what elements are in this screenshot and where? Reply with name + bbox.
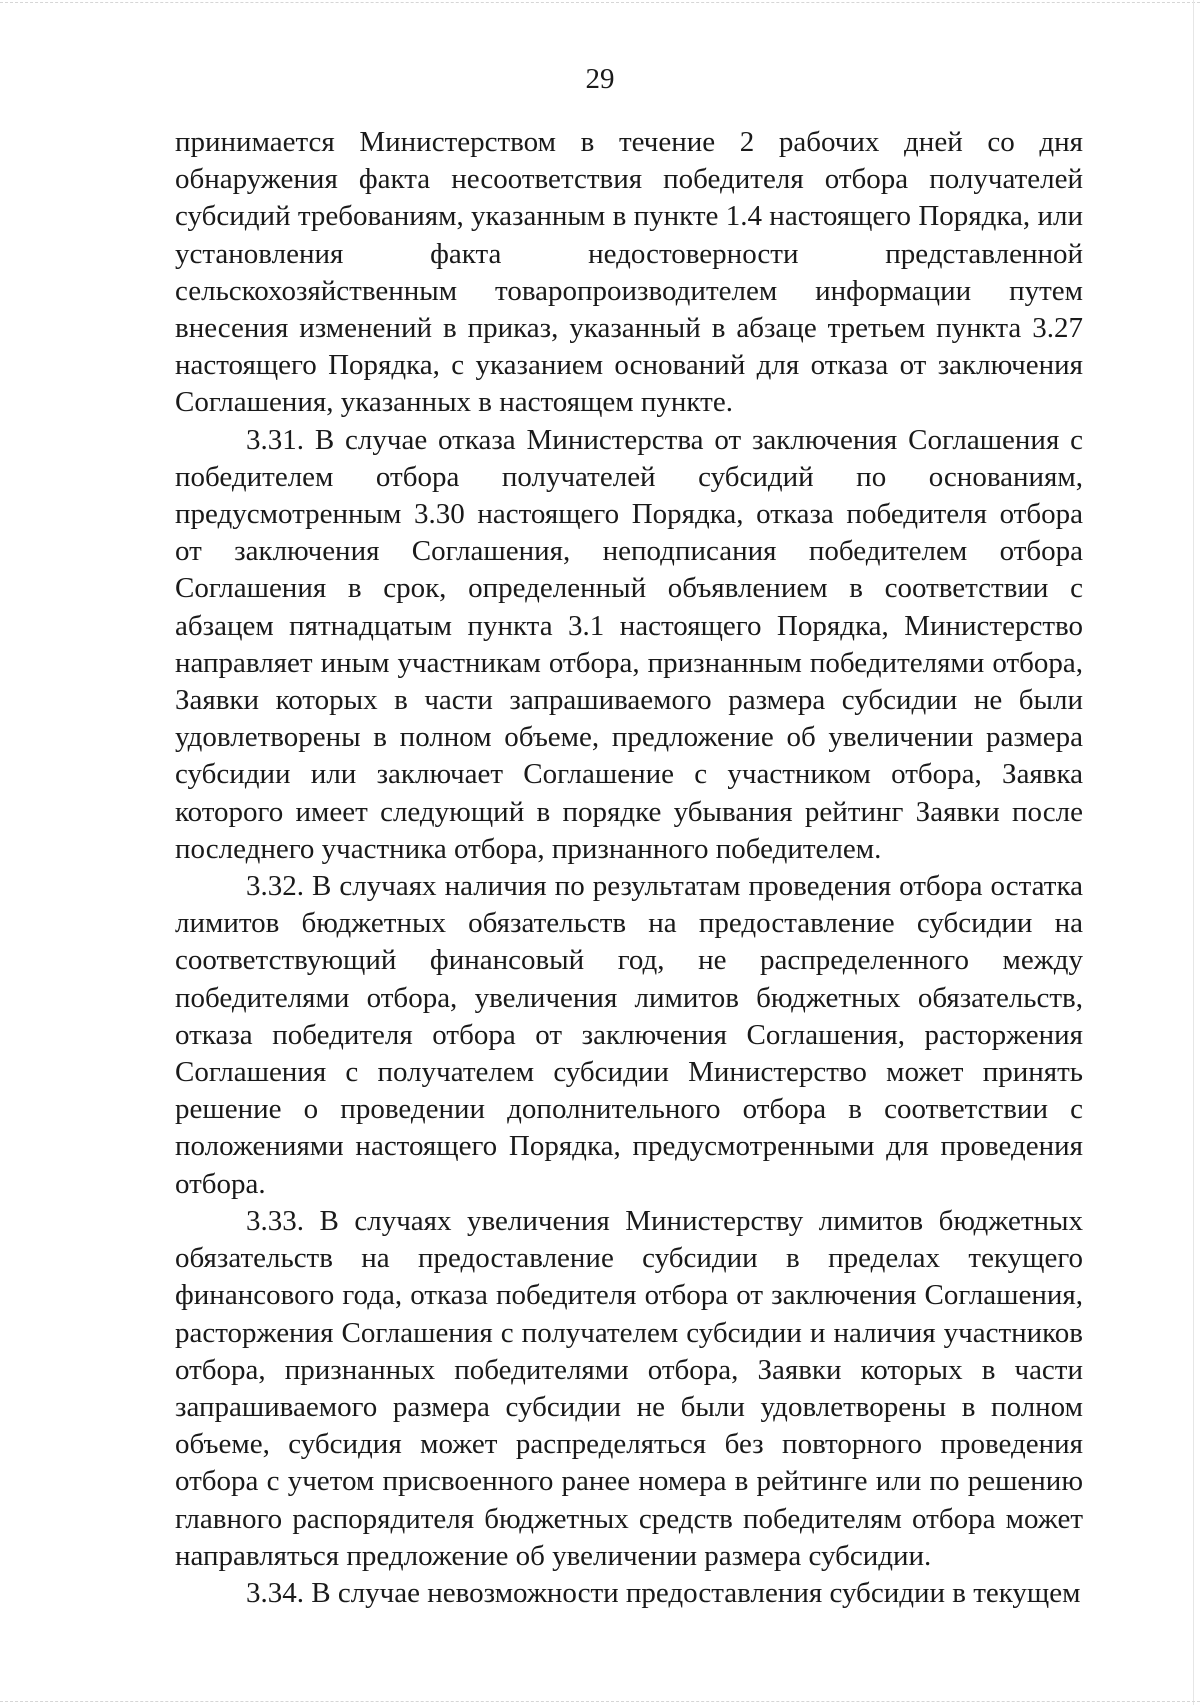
scan-edge-right xyxy=(1193,0,1194,1705)
page-number: 29 xyxy=(585,63,615,95)
scan-edge-top xyxy=(0,2,1200,3)
document-body xyxy=(175,124,1083,1612)
paragraph-3-34: 3.34. В случае невозможности предоставления субсидии в текущем xyxy=(246,1576,1081,1609)
scan-edge-bottom xyxy=(0,1701,1200,1702)
paragraph-continuation: принимается Министерством в течение 2 рабочих дней со дня обнаружения факта несоответствия победителя отбора получателей субсидий требованиям, указанным в пункте 1.4 настоящего Порядка, или установления факта недостоверности представленной сельскохозяйственным товаропроизводителем информации путем внесения изменений в приказ, указанный в абзаце третьем пункта 3.27 настоящего Порядка, с указанием оснований для отказа от заключения Соглашения, указанных в настоящем пункте. xyxy=(175,126,1083,419)
paragraph-3-31: 3.31. В случае отказа Министерства от заключения Соглашения с победителем отбора получателей субсидий по основаниям, предусмотренным 3.30 настоящего Порядка, отказа победителя отбора от заключения Соглашения, неподписания победителем отбора Соглашения в срок, определенный объявлением в соответствии с абзацем пятнадцатым пункта 3.1 настоящего Порядка, Министерство направляет иным участникам отбора, признанным победителями отбора, Заявки которых в части запрашиваемого размера субсидии не были удовлетворены в полном объеме, предложение об увеличении размера субсидии или заключает Соглашение с участником отбора, Заявка которого имеет следующий в порядке убывания рейтинг Заявки после последнего участника отбора, признанного победителем. xyxy=(175,423,1083,865)
paragraph-3-33: 3.33. В случаях увеличения Министерству лимитов бюджетных обязательств на предоставление субсидии в пределах текущего финансового года, отказа победителя отбора от заключения Соглашения, расторжения Соглашения с получателем субсидии и наличия участников отбора, признанных победителями отбора, Заявки которых в части запрашиваемого размера субсидии не были удовлетворены в полном объеме, субсидия может распределяться без повторного проведения отбора с учетом присвоенного ранее номера в рейтинге или по решению главного распорядителя бюджетных средств победителям отбора может направляться предложение об увеличении размера субсидии. xyxy=(175,1204,1083,1572)
paragraph-3-32: 3.32. В случаях наличия по результатам проведения отбора остатка лимитов бюджетных обязательств на предоставление субсидии на соответствующий финансовый год, не распределенного между победителями отбора, увеличения лимитов бюджетных обязательств, отказа победителя отбора от заключения Соглашения, расторжения Соглашения с получателем субсидии Министерство может принять решение о проведении дополнительного отбора в соответствии с положениями настоящего Порядка, предусмотренными для проведения отбора. xyxy=(175,870,1083,1200)
